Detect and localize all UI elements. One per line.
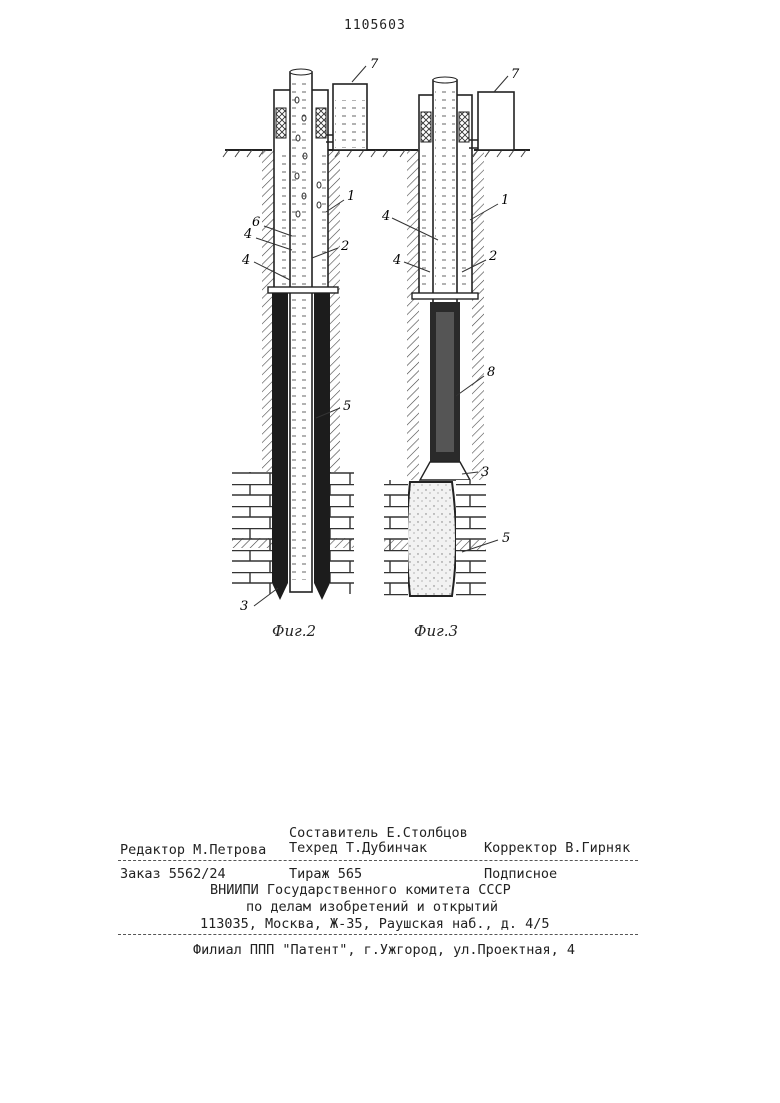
imprint-techeditor: Техред Т.Дубинчак <box>289 840 428 856</box>
figure-2-drawing <box>223 57 400 614</box>
imprint-org-line2: по делам изобретений и открытий <box>246 899 498 915</box>
figure-3-drawing <box>381 67 530 596</box>
fig3-label-5: 5 <box>502 531 511 546</box>
fig3-label-4a: 4 <box>382 209 391 224</box>
fig2-label-6: 6 <box>252 215 261 230</box>
imprint-editor: Редактор М.Петрова <box>120 842 267 858</box>
fig3-label-1: 1 <box>501 193 510 208</box>
imprint-rule-bottom <box>118 934 638 935</box>
imprint-branch: Филиал ППП "Патент", г.Ужгород, ул.Проектная, 4 <box>193 942 576 958</box>
imprint-compiler: Составитель Е.Столбцов <box>289 825 468 841</box>
fig2-label-5: 5 <box>343 399 352 414</box>
fig3-label-8: 8 <box>487 365 496 380</box>
fig2-label-1: 1 <box>347 189 356 204</box>
imprint-rule-top <box>118 860 638 861</box>
patent-number: 1105603 <box>344 18 406 33</box>
fig3-label-7: 7 <box>511 67 520 82</box>
fig3-label-3: 3 <box>481 465 490 480</box>
figure-3-caption: Фиг.3 <box>414 622 459 640</box>
imprint-circulation: Тираж 565 <box>289 866 363 882</box>
fig2-label-2: 2 <box>341 239 350 254</box>
fig2-label-7: 7 <box>370 57 379 72</box>
fig2-label-4b: 4 <box>242 253 251 268</box>
imprint-org-line1: ВНИИПИ Государственного комитета СССР <box>210 882 511 898</box>
imprint-corrector: Корректор В.Гирняк <box>484 840 631 856</box>
fig3-label-4b: 4 <box>393 253 402 268</box>
figure-2-caption: Фиг.2 <box>272 622 317 640</box>
imprint-order: Заказ 5562/24 <box>120 866 226 882</box>
fig3-label-2: 2 <box>489 249 498 264</box>
fig2-label-4a: 4 <box>244 227 253 242</box>
imprint-subscription: Подписное <box>484 866 558 882</box>
imprint-address: 113035, Москва, Ж-35, Раушская наб., д. 4/5 <box>200 916 550 932</box>
fig2-label-3: 3 <box>240 599 249 614</box>
